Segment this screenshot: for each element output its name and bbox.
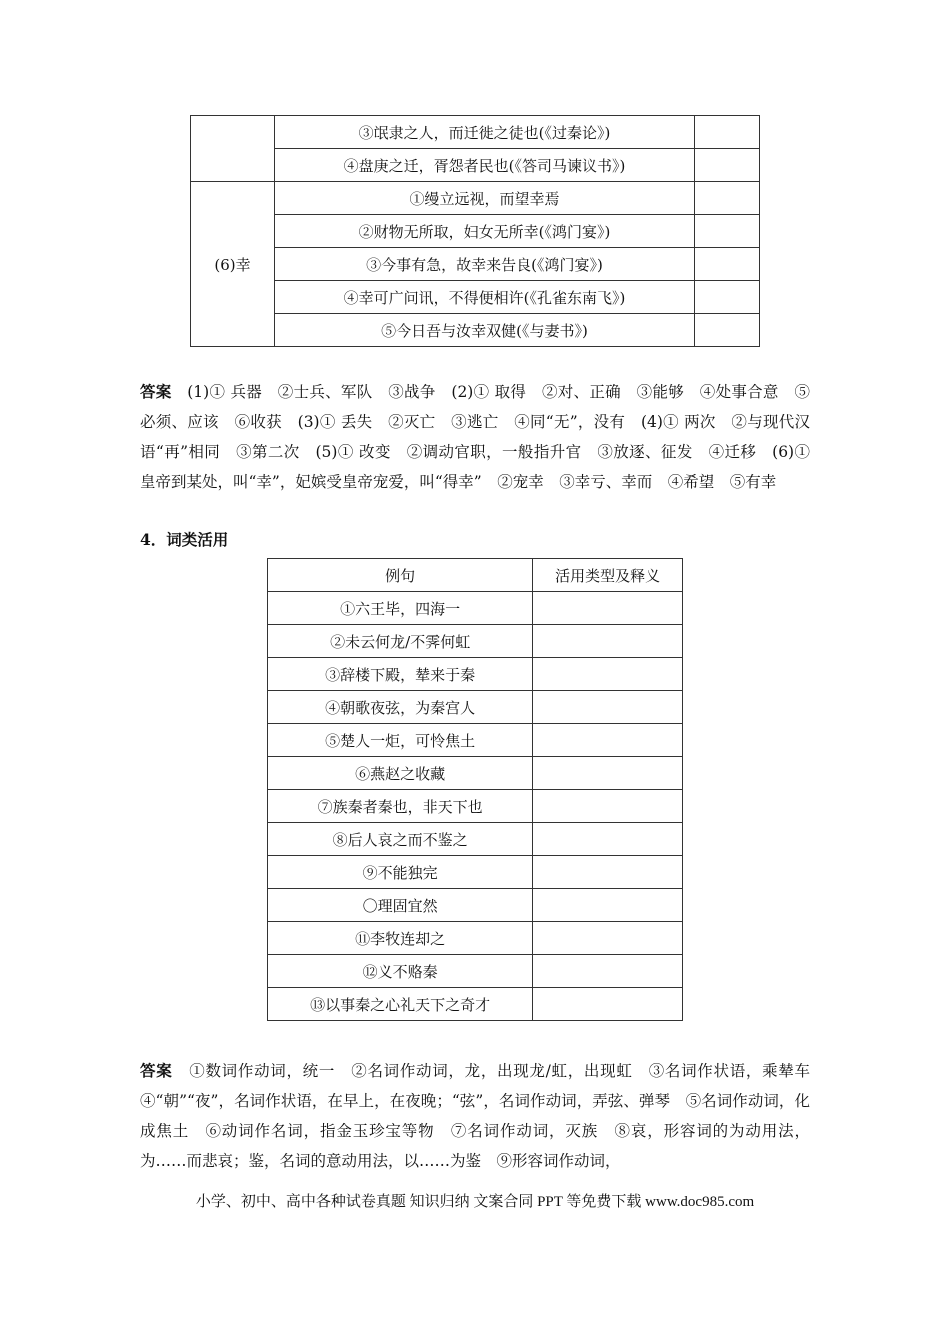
example-sentence: ⑦族秦者秦也，非天下也 [268,790,533,823]
example-sentence: ⑤今日吾与汝幸双健(《与妻书》) [275,314,695,347]
answer-blank [533,691,683,724]
answer-block-1 [140,377,810,497]
answer-blank [695,116,760,149]
answer-blank [533,724,683,757]
answer-label: 答案 [140,382,172,401]
answer-blank [533,592,683,625]
answer-blank [695,182,760,215]
answer-blank [695,149,760,182]
header-usage: 活用类型及释义 [533,559,683,592]
page-footer: 小学、初中、高中各种试卷真题 知识归纳 文案合同 PPT 等免费下载 www.doc985.com [195,1194,755,1210]
table-cell-empty [191,116,275,182]
example-sentence: ⑫义不赂秦 [268,955,533,988]
answer-blank [533,823,683,856]
example-sentence: ⑨不能独完 [268,856,533,889]
answer-blank [533,889,683,922]
example-sentence: ⑥燕赵之收藏 [268,757,533,790]
word-label: (6)幸 [191,182,275,347]
header-example: 例句 [268,559,533,592]
example-sentence: ①六王毕，四海一 [268,592,533,625]
answer-blank [533,856,683,889]
answer-blank [695,248,760,281]
answer-text: ①数词作动词，统一 ②名词作动词，龙，出现龙/虹，出现虹 ③名词作状语，乘辇车 ④“朝”“夜”，名词作状语，在早上，在夜晚；“弦”，名词作动词，弄弦、弹琴 ⑤名词作动词，化成焦土 ⑥动词作名词，指金玉珍宝等物 ⑦名词作动词，灭族 ⑧哀，形容词的为动用法，为……而悲哀；鉴，名词的意动用法，以……为鉴 ⑨形容词作动词， [140,1062,826,1170]
example-sentence: ⑧后人哀之而不鉴之 [268,823,533,856]
answer-label: 答案 [140,1061,173,1080]
example-sentence: ③辞楼下殿，辇来于秦 [268,658,533,691]
answer-blank [533,757,683,790]
example-sentence: ②财物无所取，妇女无所幸(《鸿门宴》) [275,215,695,248]
example-sentence: ④朝歌夜弦，为秦宫人 [268,691,533,724]
answer-blank [533,988,683,1021]
example-sentence: ①缦立远视，而望幸焉 [275,182,695,215]
answer-blank [533,790,683,823]
answer-blank [533,658,683,691]
answer-blank [695,215,760,248]
example-sentence: ④盘庚之迁，胥怨者民也(《答司马谏议书》) [275,149,695,182]
answer-blank [695,281,760,314]
answer-blank [533,922,683,955]
answer-blank [533,955,683,988]
answer-text: (1)① 兵器 ②士兵、军队 ③战争 (2)① 取得 ②对、正确 ③能够 ④处事合意 ⑤必须、应该 ⑥收获 (3)① 丢失 ②灭亡 ③逃亡 ④同“无”，没有 (4)① 两次 ②与现代汉语“再”相同 ③第二次 (5)① 改变 ②调动官职，一般指升官 ③放逐、征发 ④迁移 (6)① 皇帝到某处，叫“幸”，妃嫔受皇帝宠爱，叫“得幸” ②宠幸 ③幸亏、幸而 ④希望 ⑤有幸 [140,383,810,491]
example-sentence: ⑬以事秦之心礼天下之奇才 [268,988,533,1021]
meaning-table-continued [190,115,760,347]
example-sentence: ⑪李牧连却之 [268,922,533,955]
example-sentence: ③氓隶之人，而迁徙之徒也(《过秦论》) [275,116,695,149]
example-sentence: ②未云何龙/不霁何虹 [268,625,533,658]
example-sentence: ③今事有急，故幸来告良(《鸿门宴》) [275,248,695,281]
example-sentence: 〇理固宜然 [268,889,533,922]
table-header-row [268,559,683,592]
example-sentence: ⑤楚人一炬，可怜焦土 [268,724,533,757]
answer-blank [695,314,760,347]
example-sentence: ④幸可广问讯，不得便相许(《孔雀东南飞》) [275,281,695,314]
section-heading: 4．词类活用 [140,530,229,549]
answer-block-2 [140,1056,826,1176]
answer-blank [533,625,683,658]
word-usage-table [267,558,683,1021]
